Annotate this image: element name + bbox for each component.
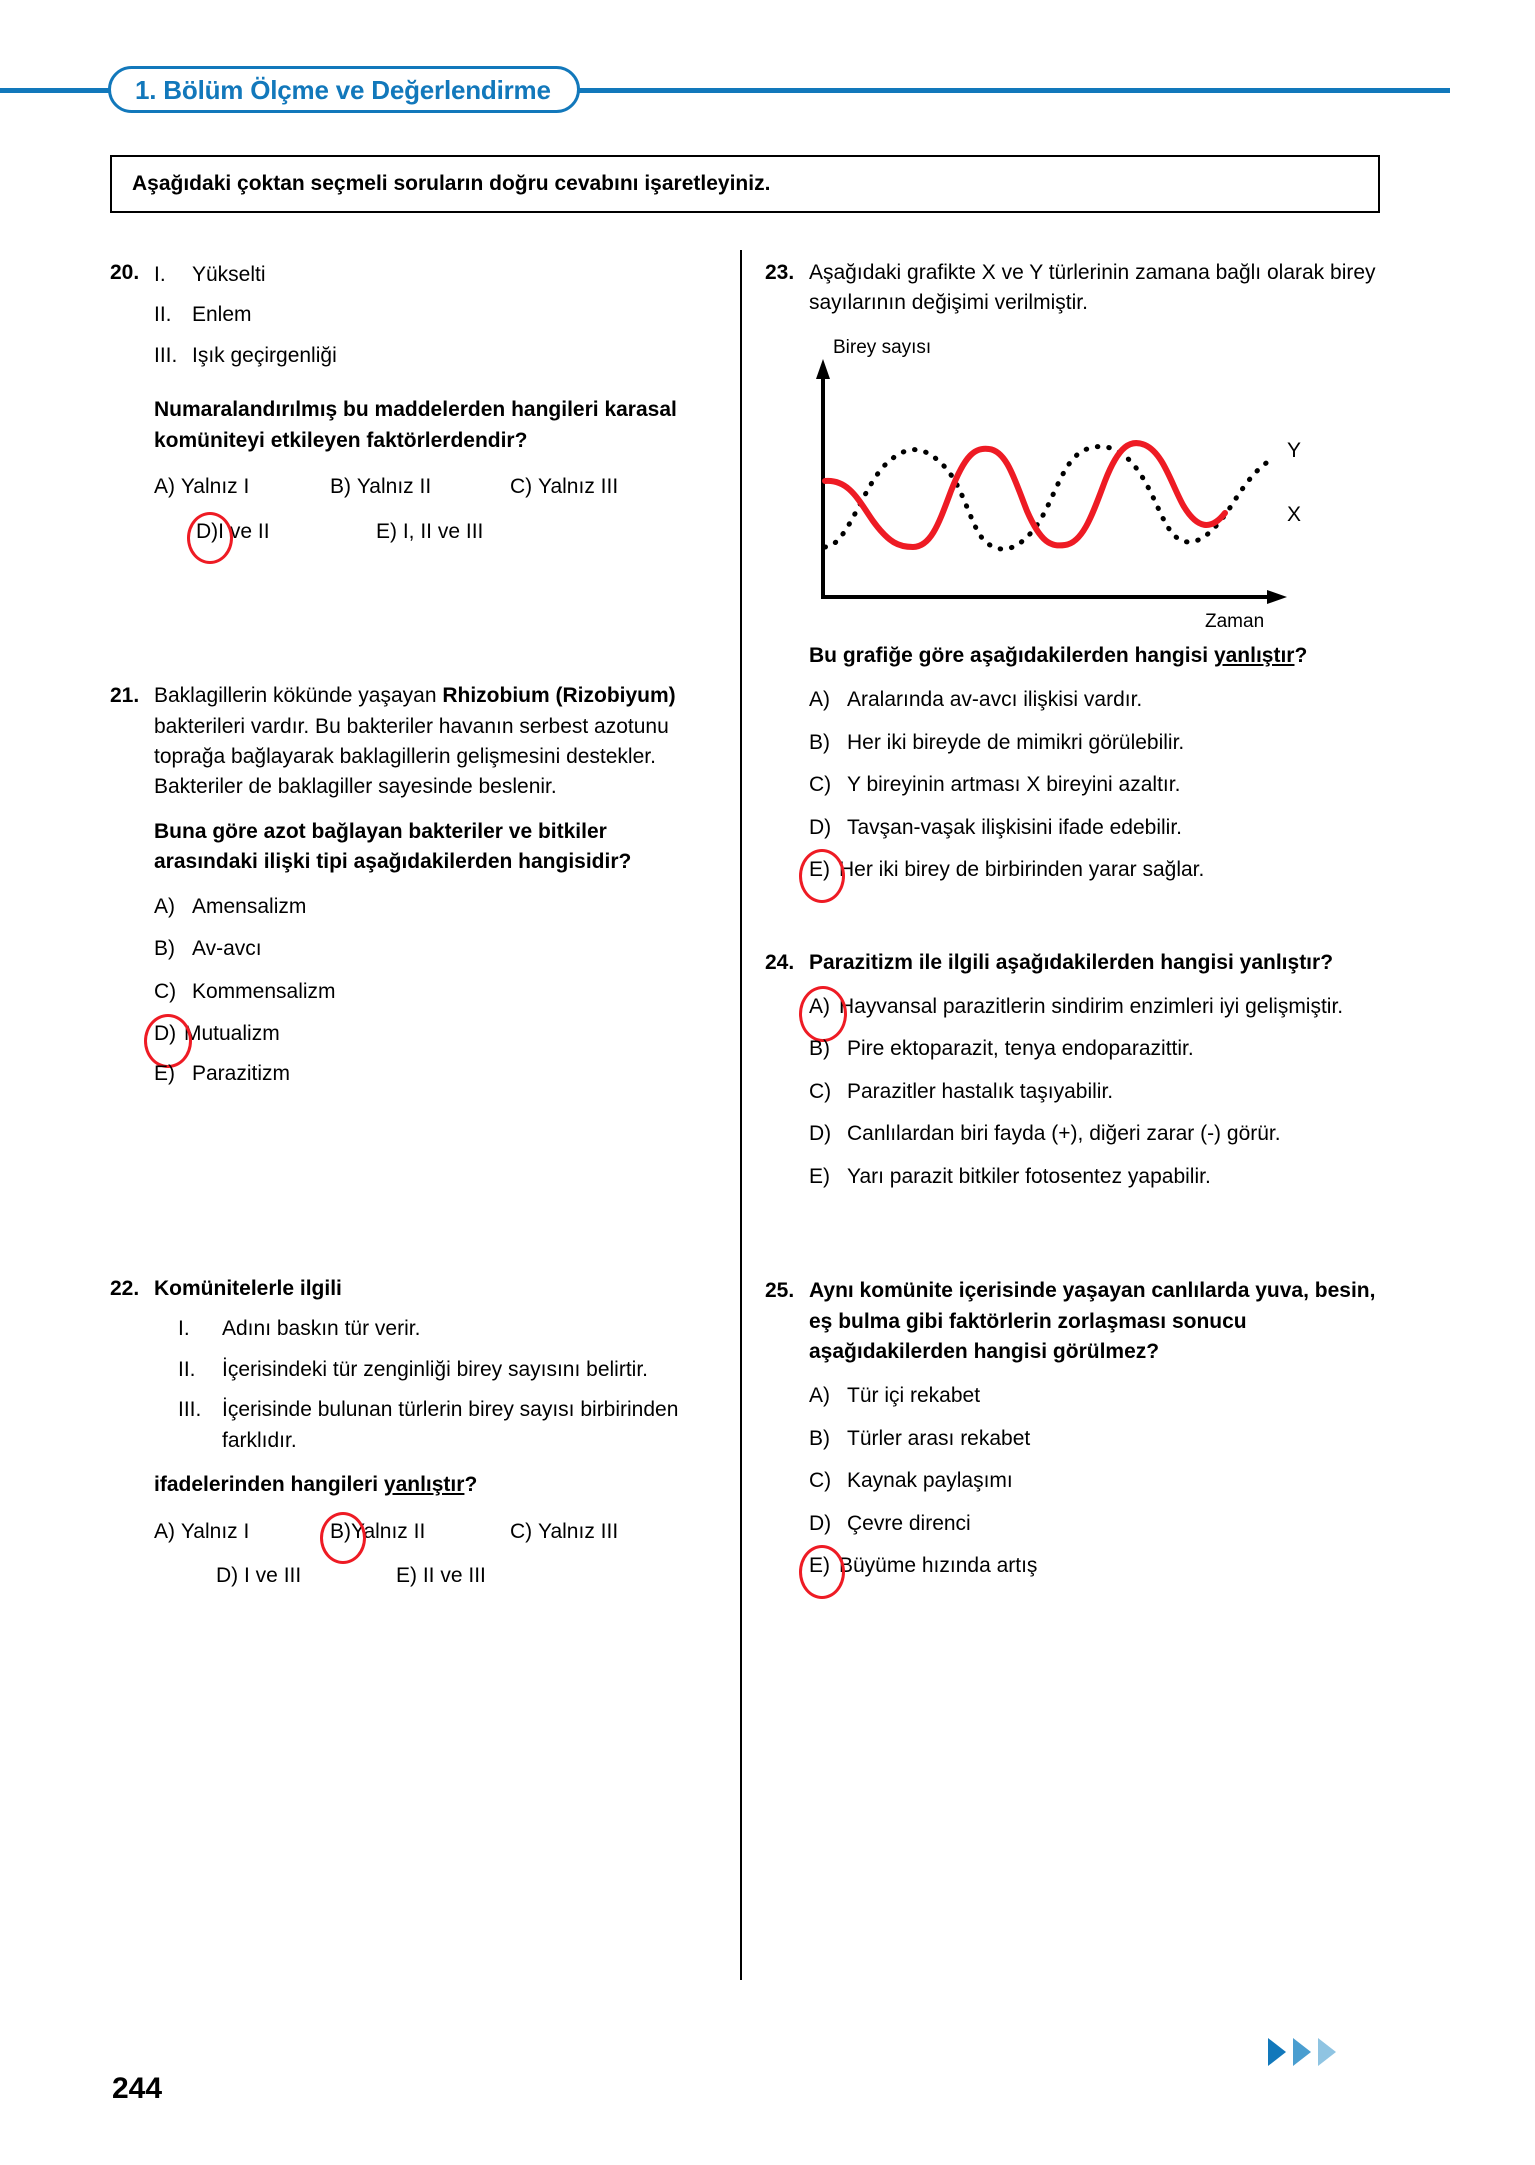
- option-letter: E): [809, 1164, 830, 1188]
- option-text: Hayvansal parazitlerin sindirim enzimleri iyi gelişmiştir.: [839, 994, 1344, 1018]
- option-d[interactable]: [154, 1019, 710, 1049]
- question-22: [110, 1274, 710, 1592]
- question-23-options: [809, 685, 1385, 885]
- question-21-body: [154, 681, 710, 803]
- question-20: [110, 258, 710, 547]
- option-text: Parazitler hastalık taşıyabilir.: [847, 1079, 1114, 1103]
- question-23-stem-underlined: yanlıştır: [1213, 643, 1295, 667]
- option-d[interactable]: [809, 813, 1385, 843]
- roman-numeral: I.: [154, 263, 166, 286]
- option-text: Amensalizm: [192, 894, 307, 918]
- triangle-icon-1: [1268, 2038, 1286, 2066]
- question-24-stem-tail: ?: [1320, 950, 1334, 974]
- option-letter: C): [809, 1079, 832, 1103]
- roman-numeral: I.: [178, 1317, 190, 1341]
- question-24: [765, 948, 1385, 1193]
- option-e[interactable]: [396, 1561, 486, 1591]
- option-c[interactable]: [154, 977, 710, 1007]
- option-row: [154, 1561, 710, 1591]
- question-24-number: 24.: [765, 950, 795, 974]
- roman-text: Enlem: [192, 303, 252, 327]
- option-letter: C): [154, 979, 177, 1003]
- question-23-stem: [809, 641, 1385, 671]
- instruction-text: Aşağıdaki çoktan seçmeli soruların doğru cevabını işaretleyiniz.: [132, 172, 771, 195]
- question-24-options: [809, 992, 1385, 1192]
- roman-item: [154, 260, 710, 290]
- x-axis-arrowhead: [1267, 590, 1287, 604]
- option-text: Türler arası rekabet: [847, 1426, 1031, 1450]
- option-letter: B): [330, 475, 351, 499]
- series-x-label: X: [1287, 502, 1302, 526]
- question-25-header: [765, 1276, 1385, 1367]
- option-text: I ve III: [244, 1563, 302, 1587]
- page-number: 244: [112, 2072, 163, 2105]
- roman-item: [154, 341, 710, 371]
- question-23-stem-tail: ?: [1294, 643, 1308, 667]
- question-22-options: [154, 1517, 710, 1592]
- roman-numeral: III.: [154, 343, 178, 367]
- option-text: Parazitizm: [192, 1062, 291, 1086]
- option-b[interactable]: [809, 728, 1385, 758]
- option-letter: E): [154, 1062, 175, 1086]
- option-text: Av-avcı: [192, 937, 262, 961]
- option-row: [154, 472, 710, 502]
- option-e[interactable]: [809, 1162, 1385, 1192]
- option-text: Mutualizm: [184, 1022, 280, 1045]
- option-a[interactable]: [154, 1517, 330, 1547]
- question-25: [765, 1276, 1385, 1582]
- option-letter: E): [376, 519, 397, 543]
- option-e[interactable]: [809, 855, 1385, 885]
- chapter-badge: [108, 66, 580, 113]
- question-23-header: [765, 258, 1385, 319]
- question-21: [110, 681, 710, 1090]
- question-20-roman-list: [154, 260, 710, 381]
- chart-ylabel: Birey sayısı: [833, 336, 932, 358]
- option-b[interactable]: [809, 1424, 1385, 1454]
- roman-text: İçerisinde bulunan türlerin birey sayısı birbirinden farklıdır.: [222, 1398, 679, 1452]
- question-25-stem-underlined: görülmez: [1052, 1340, 1147, 1363]
- series-y-curve: [825, 443, 1225, 547]
- option-text: Yalnız I: [180, 475, 250, 499]
- roman-numeral: II.: [154, 303, 172, 327]
- option-b[interactable]: [154, 934, 710, 964]
- option-letter: D): [216, 1563, 239, 1587]
- option-c[interactable]: [510, 1517, 618, 1547]
- option-d[interactable]: [216, 1561, 396, 1591]
- option-text: Kaynak paylaşımı: [847, 1469, 1013, 1493]
- option-letter: E): [809, 858, 830, 882]
- question-21-stem: Buna göre azot bağlayan bakteriler ve bitkiler arasındaki ilişki tipi aşağıdakilerden hangisidir?: [154, 819, 632, 874]
- option-letter: A): [809, 994, 830, 1018]
- y-axis-arrowhead: [816, 359, 830, 379]
- series-y-label: Y: [1287, 438, 1302, 462]
- question-25-stem-plain: Aynı komünite içerisinde yaşayan canlılarda yuva, besin, eş bulma gibi faktörlerin zorlaşması sonucu aşağıdakilerden hangisi: [809, 1279, 1376, 1363]
- option-letter: B): [330, 1519, 351, 1543]
- series-x-curve: [825, 446, 1269, 549]
- option-text: Yalnız I: [180, 1519, 250, 1543]
- question-22-header: [110, 1274, 710, 1304]
- question-22-title: Komünitelerle ilgili: [154, 1276, 342, 1300]
- question-25-options: [809, 1381, 1385, 1581]
- option-text: Tür içi rekabet: [847, 1384, 981, 1408]
- option-letter: B): [809, 730, 830, 754]
- option-text: Canlılardan biri fayda (+), diğeri zarar (-) görür.: [847, 1122, 1281, 1146]
- question-21-header: [110, 681, 710, 803]
- option-row: [154, 1517, 710, 1547]
- option-d[interactable]: [809, 1119, 1385, 1149]
- option-a[interactable]: [154, 472, 330, 502]
- option-text: Yalnız III: [538, 1519, 619, 1543]
- option-text: I, II ve III: [402, 519, 484, 543]
- question-24-stem: [809, 948, 1385, 978]
- option-letter: C): [809, 773, 832, 797]
- option-row: [154, 517, 710, 547]
- question-23: [765, 258, 1385, 886]
- option-d[interactable]: [809, 1509, 1385, 1539]
- option-text: Tavşan-vaşak ilişkisini ifade edebilir.: [847, 815, 1182, 839]
- option-e[interactable]: [809, 1551, 1385, 1581]
- question-20-stem: Numaralandırılmış bu maddelerden hangileri karasal komüniteyi etkileyen faktörlerdendir?: [154, 398, 677, 452]
- question-22-roman-list: [178, 1314, 710, 1456]
- question-25-number: 25.: [765, 1279, 795, 1303]
- roman-text: Yükselti: [192, 263, 266, 286]
- question-24-stem-plain: Parazitizm ile ilgili aşağıdakilerden hangisi: [809, 950, 1240, 974]
- option-c[interactable]: [809, 1077, 1385, 1107]
- option-a[interactable]: [809, 992, 1385, 1022]
- page-nav-triangles: [1268, 2038, 1336, 2066]
- roman-text: İçerisindeki tür zenginliği birey sayısını belirtir.: [222, 1357, 649, 1381]
- option-a[interactable]: [809, 1381, 1385, 1411]
- option-b[interactable]: [330, 1517, 510, 1547]
- roman-numeral: III.: [178, 1398, 202, 1422]
- option-e[interactable]: [154, 1059, 710, 1089]
- chapter-badge-label: 1. Bölüm Ölçme ve Değerlendirme: [135, 74, 551, 105]
- question-21-options: [154, 892, 710, 1090]
- chart-xlabel: Zaman: [1205, 610, 1265, 632]
- option-letter: D): [809, 1122, 832, 1146]
- roman-numeral: II.: [178, 1357, 196, 1381]
- question-20-options: [154, 472, 710, 547]
- roman-item: [154, 300, 710, 330]
- left-column: [110, 258, 710, 1605]
- option-letter: C): [510, 475, 533, 499]
- question-23-stem-plain: Bu grafiğe göre aşağıdakilerden hangisi: [809, 643, 1214, 667]
- question-25-stem-tail: ?: [1146, 1340, 1160, 1363]
- option-letter: B): [809, 1037, 830, 1061]
- option-text: Yalnız III: [538, 475, 619, 499]
- question-25-stem: [809, 1276, 1385, 1367]
- question-24-header: [765, 948, 1385, 978]
- option-d[interactable]: [196, 517, 376, 547]
- question-22-stem-underlined: yanlıştır: [383, 1473, 465, 1497]
- option-text: Büyüme hızında artış: [839, 1554, 1038, 1578]
- option-text: Yalnız II: [351, 1519, 426, 1543]
- triangle-icon-2: [1293, 2038, 1311, 2066]
- option-letter: B): [154, 937, 175, 961]
- roman-item: [178, 1314, 710, 1344]
- question-21-body-part-1: Baklagillerin kökünde yaşayan: [154, 684, 443, 708]
- chart-svg: [775, 335, 1335, 635]
- option-text: Kommensalizm: [192, 979, 336, 1003]
- option-b[interactable]: [809, 1034, 1385, 1064]
- roman-text: Işık geçirgenliği: [192, 343, 337, 367]
- option-letter: D): [809, 815, 832, 839]
- roman-item: [178, 1395, 710, 1456]
- option-letter: A): [154, 1519, 175, 1543]
- question-24-stem-underlined: yanlıştır: [1239, 950, 1321, 974]
- question-22-stem: [154, 1470, 710, 1500]
- option-text: I ve II: [218, 519, 270, 543]
- instruction-box: [110, 155, 1380, 213]
- question-21-number: 21.: [110, 684, 140, 708]
- option-e[interactable]: [376, 517, 483, 547]
- option-c[interactable]: [809, 1466, 1385, 1496]
- option-letter: C): [510, 1519, 533, 1543]
- right-column: [765, 258, 1385, 1594]
- option-text: Yalnız II: [356, 475, 432, 499]
- question-23-number: 23.: [765, 261, 795, 284]
- option-letter: E): [809, 1554, 830, 1578]
- roman-item: [178, 1355, 710, 1385]
- option-letter: D): [196, 519, 219, 543]
- option-letter: A): [809, 688, 830, 712]
- question-20-number: 20.: [110, 261, 140, 284]
- option-text: Pire ektoparazit, tenya endoparazittir.: [847, 1037, 1194, 1061]
- population-time-chart: [775, 335, 1335, 635]
- option-c[interactable]: [809, 770, 1385, 800]
- question-22-stem-plain: ifadelerinden hangileri: [154, 1473, 384, 1497]
- column-divider: [740, 250, 742, 1980]
- option-letter: A): [154, 894, 175, 918]
- option-letter: B): [809, 1426, 830, 1450]
- option-b[interactable]: [330, 472, 510, 502]
- option-text: II ve III: [422, 1563, 486, 1587]
- question-23-body: Aşağıdaki grafikte X ve Y türlerinin zamana bağlı olarak birey sayılarının değişimi verilmiştir.: [809, 261, 1376, 315]
- option-letter: D): [809, 1511, 832, 1535]
- option-letter: A): [809, 1384, 830, 1408]
- option-text: Her iki birey de birbirinden yarar sağlar.: [839, 858, 1205, 882]
- option-text: Y bireyinin artması X bireyini azaltır.: [847, 773, 1181, 797]
- question-21-species-name: Rhizobium (Rizobiyum): [442, 684, 676, 708]
- option-letter: D): [154, 1022, 177, 1045]
- option-letter: A): [154, 475, 175, 499]
- question-20-header: [110, 258, 710, 381]
- roman-text: Adını baskın tür verir.: [222, 1317, 421, 1341]
- option-a[interactable]: [809, 685, 1385, 715]
- option-c[interactable]: [510, 472, 618, 502]
- question-21-body-part-3: bakterileri vardır. Bu bakteriler havanın serbest azotunu toprağa bağlayarak baklagillerin gelişmesini destekler. Bakteriler de baklagiller sayesinde beslenir.: [154, 714, 669, 799]
- triangle-icon-3: [1318, 2038, 1336, 2066]
- option-letter: E): [396, 1563, 417, 1587]
- option-text: Yarı parazit bitkiler fotosentez yapabilir.: [847, 1164, 1211, 1188]
- question-22-stem-tail: ?: [464, 1473, 478, 1497]
- option-text: Çevre direnci: [847, 1511, 971, 1535]
- option-letter: C): [809, 1469, 832, 1493]
- option-text: Her iki bireyde de mimikri görülebilir.: [847, 730, 1185, 754]
- question-22-number: 22.: [110, 1276, 140, 1300]
- option-text: Aralarında av-avcı ilişkisi vardır.: [847, 688, 1143, 712]
- option-a[interactable]: [154, 892, 710, 922]
